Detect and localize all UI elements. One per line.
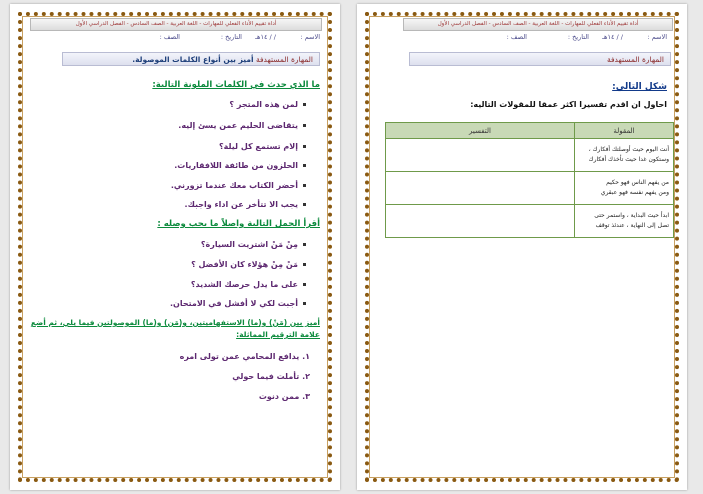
question-3-title-line-2: علامة الترقيم المماثلة: (236, 330, 320, 339)
class-label: الصف : (506, 33, 527, 41)
target-skill-label: المهارة المستهدفة (255, 55, 313, 64)
q1-item: يتقاضى الحليم عمن يسئ إليه. (178, 121, 306, 130)
header-strip: أداة تقييم الأداء الفعلي للمهارات - اللغة العربية - الصف السادس - الفصل الدراسي الأول (403, 18, 673, 31)
q2-item: أجبت لكي لا أفشل في الامتحان. (170, 299, 306, 308)
target-skill-value: أميز بين أنواع الكلمات الموصولة. (132, 55, 254, 64)
q1-item: لمن هذه المتجر ؟ (229, 100, 306, 109)
bullet-icon (303, 164, 306, 167)
table-row (386, 205, 674, 238)
q3-item: ٣. ممن دنوت (258, 392, 310, 401)
bullet-icon (303, 203, 306, 206)
column-header-explanation: التفسير (386, 123, 575, 139)
bullet-icon (303, 302, 306, 305)
q1-item: أحضر الكتاب معك عندما تزورني. (171, 181, 306, 190)
q2-item: على ما يدل حرصك الشديد؟ (191, 280, 306, 289)
instruction-text: احاول ان اقدم تفسيرا اكثر عمقا للمقولات التاليه: (470, 100, 667, 109)
class-label: الصف : (159, 33, 180, 41)
q3-item: ١. يدافع المحامي عمن تولى امره (179, 352, 310, 361)
quote-cell: ابدأ حيث البداية ، واستمر حتى تصل إلى النهاية ، عندئذ توقف (575, 205, 674, 238)
bullet-icon (303, 124, 306, 127)
question-2-title: أقرأ الجمل التالية واصلاً ما يجب وصله : (157, 219, 320, 229)
target-skill-bar (62, 52, 320, 66)
section-title: شكل التالي: (612, 82, 667, 92)
quotes-table (385, 122, 674, 238)
target-skill-bar (409, 52, 671, 66)
quote-cell: أنت اليوم حيث أوصلتك أفكارك ، وستكون غدا حيث تأخذك أفكارك (575, 139, 674, 172)
q2-item: مِنْ مَنْ اشتريت السيارة؟ (201, 240, 306, 249)
header-strip: أداة تقييم الأداء الفعلي للمهارات - اللغة العربية - الصف السادس - الفصل الدراسي الأول (30, 18, 322, 31)
bullet-icon (303, 103, 306, 106)
target-skill-label: المهارة المستهدفة (606, 55, 664, 64)
explanation-cell[interactable] (386, 172, 575, 205)
column-header-quote: المقولة (575, 123, 674, 139)
date-label: التاريخ : (220, 33, 242, 41)
question-1-title: ما الذي حدث في الكلمات الملونة التالية: (152, 80, 320, 90)
bullet-icon (303, 283, 306, 286)
q3-item: ٢. تأملت فيما حولي (232, 372, 310, 381)
table-row (386, 172, 674, 205)
explanation-cell[interactable] (386, 205, 575, 238)
date-value: / / ١٤هـ (602, 33, 623, 41)
table-row (386, 139, 674, 172)
quote-cell: من يفهم الناس فهو حكيم ومن يفهم نفسه فهو عبقري (575, 172, 674, 205)
bullet-icon (303, 145, 306, 148)
bullet-icon (303, 263, 306, 266)
student-name-label: الاسم : (647, 33, 667, 41)
q1-item: يجب الا تتأخر عن اداء واجبك. (185, 200, 306, 209)
worksheet-page-left (10, 4, 340, 490)
date-value: / / ١٤هـ (255, 33, 276, 41)
q2-item: مَنْ مِنْ هؤلاء كان الأفضل ؟ (191, 260, 306, 269)
question-3-title-line-1: أميز بين (مَنْ) و(ما) الاستفهاميتين، و(مَن) و(ما) الموصولتين فيما يلي، ثم أضع (30, 318, 320, 327)
q1-item: إلام تستمع كل ليلة؟ (219, 142, 306, 151)
bullet-icon (303, 184, 306, 187)
worksheet-page-right (357, 4, 687, 490)
q1-item: الحلزون من طائفة اللافقاريات. (174, 161, 306, 170)
student-name-label: الاسم : (300, 33, 320, 41)
explanation-cell[interactable] (386, 139, 575, 172)
date-label: التاريخ : (567, 33, 589, 41)
bullet-icon (303, 243, 306, 246)
